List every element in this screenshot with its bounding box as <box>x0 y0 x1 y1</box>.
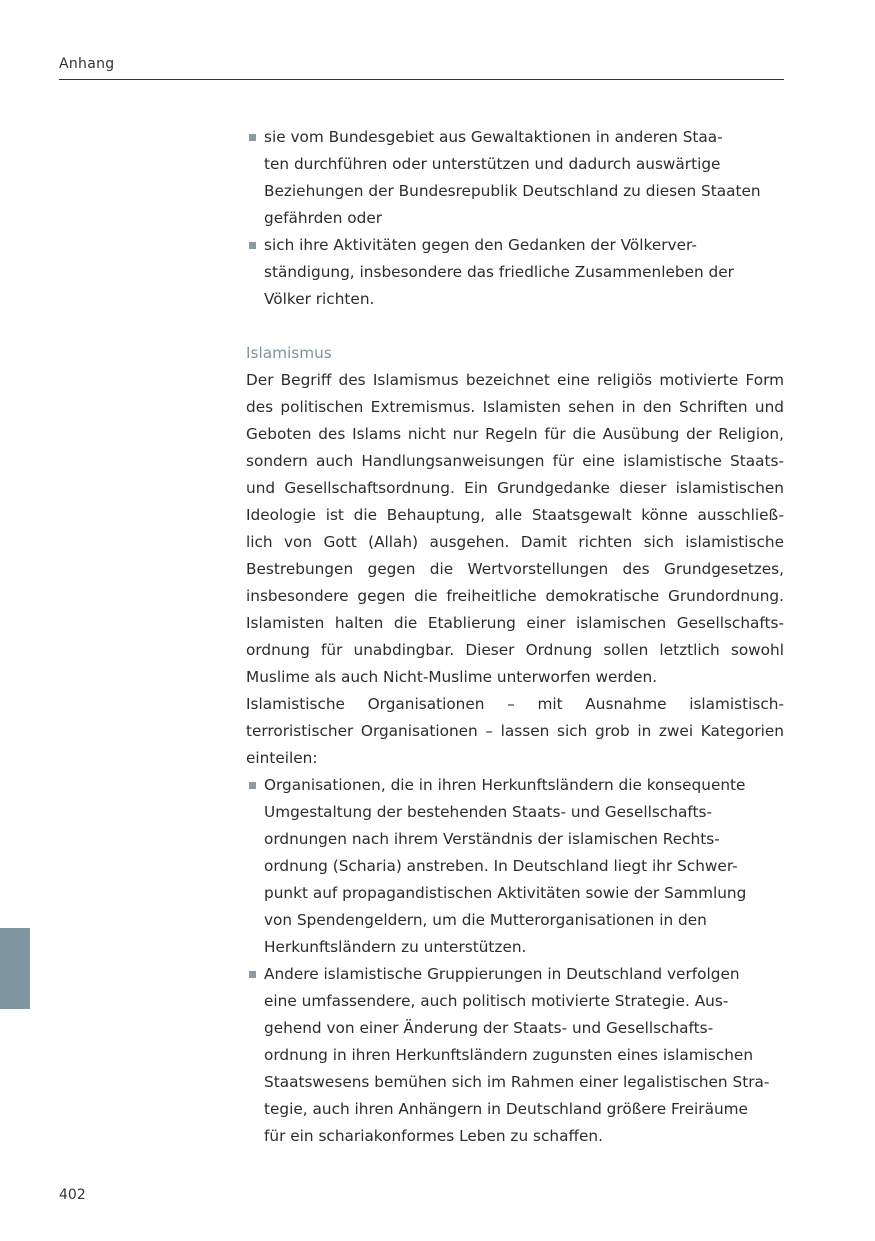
chapter-tab-marker <box>0 928 30 1009</box>
section-title: Islamismus <box>246 344 332 362</box>
list-item: sie vom Bundesgebiet aus Gewaltaktionen in anderen Staa- ten durchführen oder unterstützen und dadurch auswärtige Beziehungen der Bundesrepublik Deutschland zu diesen Staaten gefährden oder <box>246 124 784 232</box>
paragraph: Der Begriff des Islamismus bezeichnet eine religiös motivierte Form des politischen Extremismus. Islamisten sehen in den Schriften und Geboten des Islams nicht nur Regeln für die Ausübung der Religion, sondern auch Handlungsanweisungen für eine islamistische Staats- und Gesellschaftsordnung. Ein Grundgedanke dieser islamistischen Ideologie ist die Behauptung, alle Staatsgewalt könne ausschließ- lich von Gott (Allah) ausgehen. Damit richten sich islamistische Bestrebungen gegen die Wertvorstellungen des Grundgesetzes, insbesondere gegen die freiheitliche demokratische Grundordnung. Islamisten halten die Etablierung einer islamischen Gesellschafts- ordnung für unabdingbar. Dieser Ordnung sollen letztlich sowohl Muslime als auch Nicht-Muslime unterworfen werden. <box>246 371 784 686</box>
paragraph: Islamistische Organisationen – mit Ausnahme islamistisch- terroristischer Organisationen – lassen sich grob in zwei Kategorien einteilen: <box>246 695 784 767</box>
list-item: sich ihre Aktivitäten gegen den Gedanken der Völkerver- ständigung, insbesondere das friedliche Zusammenleben der Völker richten. <box>246 232 784 313</box>
list-item: Organisationen, die in ihren Herkunftsländern die konsequente Umgestaltung der bestehenden Staats- und Gesellschafts- ordnungen nach ihrem Verständnis der islamischen Rechts- ordnung (Scharia) anstreben. In Deutschland liegt ihr Schwer- punkt auf propagandistischen Aktivitäten sowie der Sammlung von Spendengeldern, um die Mutterorganisationen in den Herkunftsländern zu unterstützen. <box>246 772 784 961</box>
running-header: Anhang <box>59 56 115 72</box>
header-rule <box>59 79 784 80</box>
top-bullet-list <box>246 124 784 313</box>
section-islamismus <box>246 340 784 1150</box>
list-item: Andere islamistische Gruppierungen in Deutschland verfolgen eine umfassendere, auch politisch motivierte Strategie. Aus- gehend von einer Änderung der Staats- und Gesellschafts- ordnung in ihren Herkunftsländern zugunsten eines islamischen Staatswesens bemühen sich im Rahmen einer legalistischen Stra- tegie, auch ihren Anhängern in Deutschland größere Freiräume für ein schariakonformes Leben zu schaffen. <box>246 961 784 1150</box>
category-bullet-list <box>246 772 784 1150</box>
page-number: 402 <box>59 1187 86 1203</box>
